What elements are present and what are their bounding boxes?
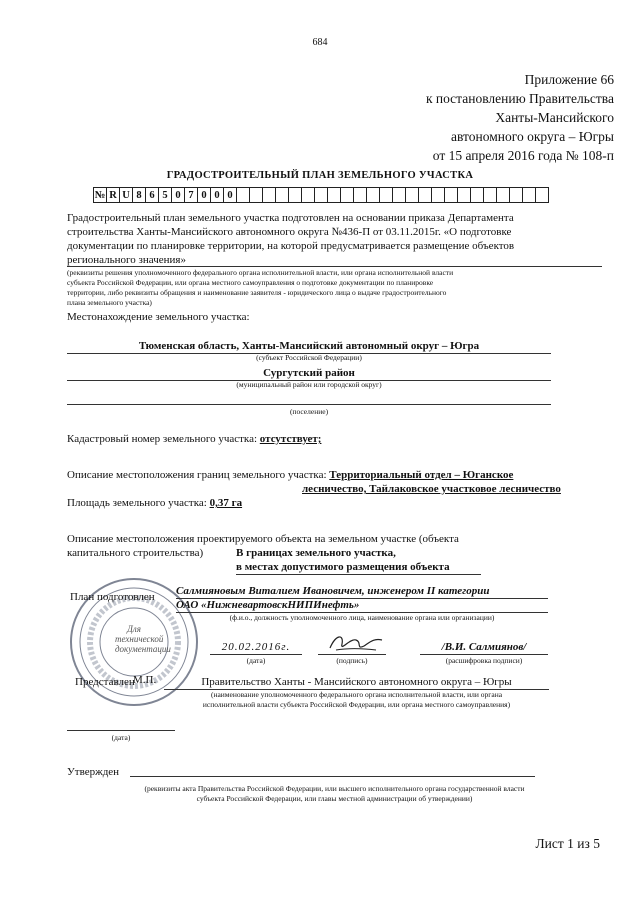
plan-number-cell: U [120, 188, 133, 203]
appendix-line: автономного округа – Югры [451, 129, 614, 144]
appendix-line: от 15 апреля 2016 года № 108-п [432, 148, 614, 163]
plan-number-cell: 0 [224, 188, 237, 203]
basis-line: строительства Ханты-Мансийского автономного округа №436-П от 03.11.2015г. «О подготовке [67, 226, 512, 238]
prepared-label: План подготовлен [70, 591, 155, 603]
appendix-line: Приложение 66 [524, 72, 614, 87]
basis-line: Градостроительный план земельного участка подготовлен на основании приказа Департамента [67, 212, 514, 224]
document-title: ГРАДОСТРОИТЕЛЬНЫЙ ПЛАН ЗЕМЕЛЬНОГО УЧАСТКА [166, 170, 474, 181]
basis-underline [67, 266, 602, 267]
stamp-center-text: Для технической документации [115, 624, 171, 654]
location-subject: Тюменская область, Ханты-Мансийский автономный округ – Югра [67, 339, 551, 354]
plan-number-cell [328, 188, 341, 203]
plan-number-cell [432, 188, 445, 203]
basis-line: документации по планировке территории, на которой предусматривается размещение объектов [67, 240, 515, 252]
presented-date-line [67, 730, 175, 731]
location-label: Местонахождение земельного участка: [67, 311, 250, 323]
prepared-name-note: (ф.и.о., должность уполномоченного лица, наименование органа или организации) [229, 613, 495, 622]
sign-decode: /В.И. Салмиянов/ [420, 640, 548, 655]
plan-number-cell [523, 188, 536, 203]
settlement-line [67, 404, 551, 405]
note-line: исполнительной власти субъекта Российской Федерации, или органа местного самоуправления) [202, 700, 511, 709]
plan-number-cell [250, 188, 263, 203]
plan-number-cell [276, 188, 289, 203]
presented-value: Правительство Ханты - Мансийского автономного округа – Югры [164, 675, 549, 690]
settlement-note: (поселение) [289, 407, 329, 416]
plan-number-grid [93, 187, 549, 203]
plan-number-cell [354, 188, 367, 203]
plan-number-cell [406, 188, 419, 203]
note-line: территории, либо реквизиты обращения и наименование заявителя - юридического лица о выдаче градостроительного [67, 288, 447, 297]
plan-number-cell [380, 188, 393, 203]
plan-number-cell [484, 188, 497, 203]
note-line: субъекта Российской Федерации, или органа местного самоуправления о подготовке документации по планировке [67, 278, 434, 287]
prepared-date: 20.02.2016г. [210, 640, 302, 655]
plan-number-cell [497, 188, 510, 203]
plan-number-cell: 0 [198, 188, 211, 203]
note-line: субъекта Российской Федерации, или главы местной администрации об утверждении) [196, 794, 473, 803]
prepared-name-1: Салмияновым Виталием Ивановичем, инженером II категории [176, 584, 548, 599]
presented-label: Представлен [75, 676, 135, 688]
page-number: 684 [312, 37, 328, 48]
plan-number-cell [367, 188, 380, 203]
signature [326, 630, 386, 656]
date-note: (дата) [246, 656, 266, 665]
plan-number-cell [289, 188, 302, 203]
sign-note: (подпись) [336, 656, 368, 665]
cadastral-label: Кадастровый номер земельного участка: [67, 433, 258, 445]
plan-number-cell: № [94, 189, 106, 201]
boundaries-label: Описание местоположения границ земельного участка: [67, 469, 327, 481]
cadastral-row [67, 432, 321, 446]
plan-number-cell: 6 [146, 188, 159, 203]
appendix-line: к постановлению Правительства [425, 91, 614, 106]
plan-number-cell [237, 188, 250, 203]
plan-number-cell [445, 188, 458, 203]
boundaries-value-2: лесничество, Тайлаковское участковое лесничество [302, 483, 561, 495]
boundaries-row [67, 468, 513, 482]
plan-number-cell [341, 188, 354, 203]
prepared-name-2: ОАО «НижневартовскНИПИнефть» [176, 598, 548, 613]
approved-note [67, 784, 602, 804]
plan-number-cell: 5 [159, 188, 172, 203]
basis-note [67, 268, 602, 308]
appendix-line: Ханты-Мансийского [495, 110, 614, 125]
note-line: (наименование уполномоченного федерального органа исполнительной власти, или органа [210, 690, 503, 699]
basis-text [67, 211, 607, 267]
object-label-2: капитального строительства) [67, 547, 204, 559]
plan-number-cell: R [107, 188, 120, 203]
subject-note: (субъект Российской Федерации) [256, 353, 362, 362]
plan-number-cell: 8 [133, 188, 146, 203]
sign-decode-note: (расшифровка подписи) [445, 656, 523, 665]
sheet-number: Лист 1 из 5 [535, 836, 600, 851]
area-label: Площадь земельного участка: [67, 497, 207, 509]
plan-number-cell [263, 188, 276, 203]
area-value: 0,37 га [209, 497, 243, 509]
note-line: плана земельного участка) [67, 298, 152, 307]
approved-label: Утвержден [67, 766, 120, 778]
district-note: (муниципальный район или городской округ) [236, 380, 382, 389]
basis-line: регионального значения» [67, 254, 186, 266]
presented-note [164, 690, 549, 710]
plan-number-cell: 7 [185, 188, 198, 203]
object-label-1: Описание местоположения проектируемого объекта на земельном участке (объекта [67, 533, 459, 545]
approved-line [130, 776, 535, 777]
cadastral-value: отсутствует; [259, 433, 322, 445]
plan-number-cell [393, 188, 406, 203]
note-line: (реквизиты акта Правительства Российской Федерации, или высшего исполнительного органа государственной власти [144, 784, 525, 793]
plan-number-cell [419, 188, 432, 203]
plan-number-cell [536, 188, 549, 203]
plan-number-cell [302, 188, 315, 203]
plan-number-cell: 0 [172, 188, 185, 203]
area-row [67, 496, 242, 510]
seal-place: М.П. [133, 674, 157, 686]
object-value-2: в местах допустимого размещения объекта [236, 560, 481, 575]
boundaries-value: Территориальный отдел – Юганское [329, 469, 514, 481]
plan-number-cell [510, 188, 523, 203]
plan-number-cell [471, 188, 484, 203]
presented-date-note: (дата) [111, 733, 131, 742]
plan-number-cell [315, 188, 328, 203]
appendix-header [426, 70, 614, 165]
object-value-1: В границах земельного участка, [236, 547, 396, 559]
plan-number-cell: 0 [211, 188, 224, 203]
note-line: (реквизиты решения уполномоченного федерального органа исполнительной власти, или органа исполнительной власти [67, 268, 454, 277]
plan-number-cell [458, 188, 471, 203]
location-district: Сургутский район [67, 366, 551, 381]
